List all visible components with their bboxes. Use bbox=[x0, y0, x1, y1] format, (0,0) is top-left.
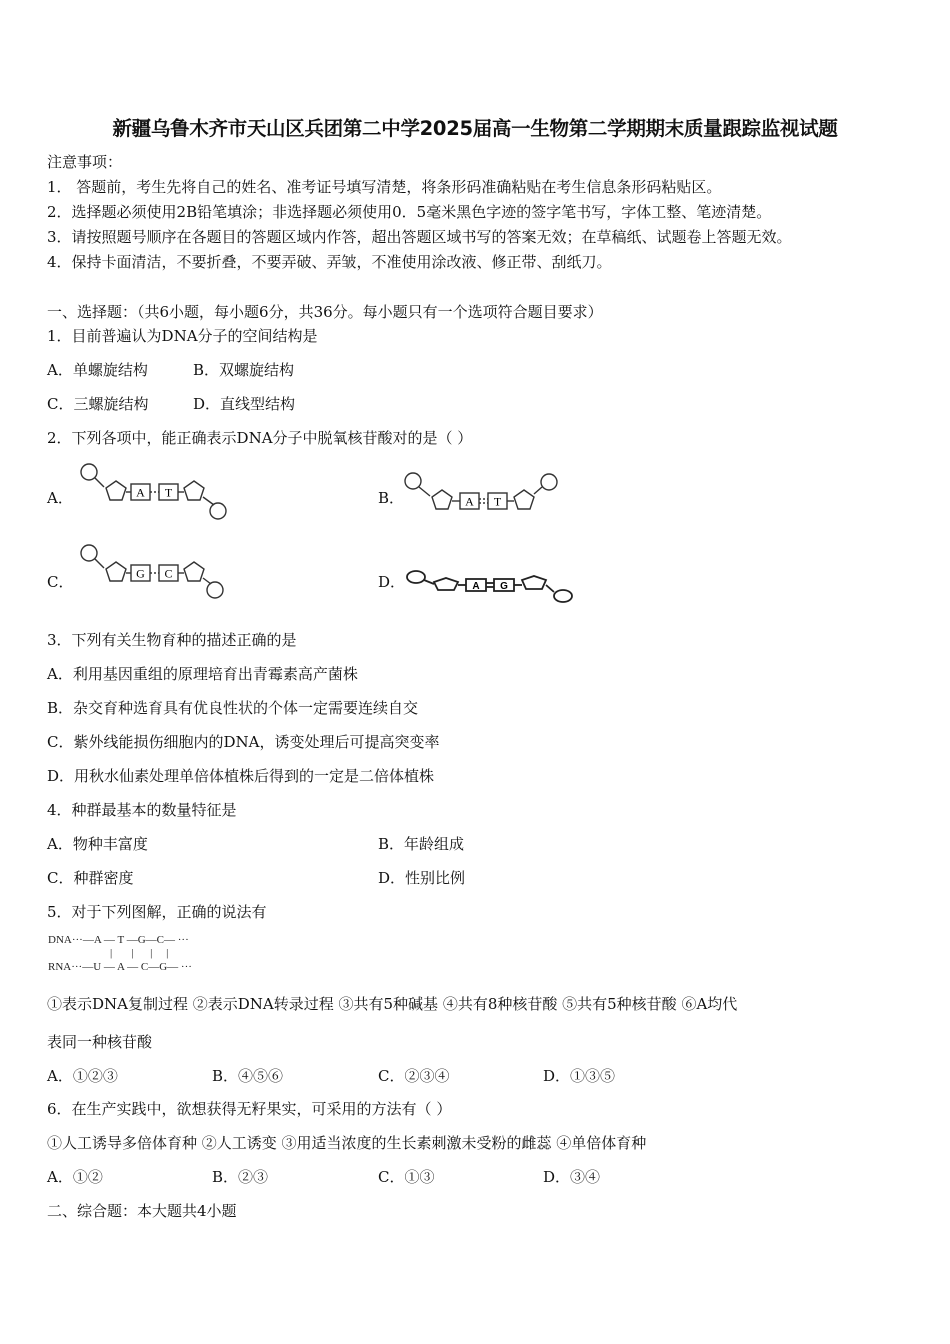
q6-statements: ①人工诱导多倍体育种 ②人工诱变 ③用适当浓度的生长素刺激未受粉的雌蕊 ④单倍体育种 bbox=[47, 1134, 647, 1152]
q2-c-base-2: C bbox=[164, 566, 173, 581]
notes-heading: 注意事项： bbox=[47, 153, 123, 171]
q5-option-d: D．①③⑤ bbox=[543, 1067, 616, 1085]
q3-option-b: B．杂交育种选育具有优良性状的个体一定需要连续自交 bbox=[47, 699, 419, 717]
q2-figure-b bbox=[404, 472, 564, 522]
q6-option-a: A．①② bbox=[47, 1168, 103, 1186]
q2-a-base-1: A bbox=[136, 485, 145, 500]
q2-d-base-1: A bbox=[472, 581, 480, 592]
q5-stem: 5．对于下列图解，正确的说法有 bbox=[47, 903, 267, 921]
q3-option-c: C．紫外线能损伤细胞内的DNA，诱变处理后可提高突变率 bbox=[47, 733, 440, 751]
q2-figure-c bbox=[80, 544, 230, 602]
q6-stem: 6．在生产实践中，欲想获得无籽果实，可采用的方法有（ ） bbox=[47, 1100, 452, 1118]
q3-stem: 3．下列有关生物育种的描述正确的是 bbox=[47, 631, 297, 649]
q3-option-a: A．利用基因重组的原理培育出青霉素高产菌株 bbox=[47, 665, 358, 683]
q1-stem: 1．目前普遍认为DNA分子的空间结构是 bbox=[47, 327, 318, 345]
q6-option-c: C．①③ bbox=[378, 1168, 435, 1186]
q2-d-base-2: G bbox=[500, 581, 508, 592]
note-item: 4．保持卡面清洁，不要折叠，不要弄破、弄皱，不准使用涂改液、修正带、刮纸刀。 bbox=[47, 253, 612, 271]
q2-option-c: C． bbox=[47, 573, 74, 591]
q2-figure-d bbox=[404, 568, 579, 604]
q4-option-c: C．种群密度 bbox=[47, 869, 134, 887]
q2-option-d: D． bbox=[378, 573, 406, 591]
q5-dna-strand: DNA···—A — T —G—C— ··· bbox=[48, 934, 189, 946]
q4-option-d: D．性别比例 bbox=[378, 869, 466, 887]
section-2-heading: 二、综合题：本大题共4小题 bbox=[47, 1202, 237, 1220]
q5-rna-strand: RNA···—U — A — C—G— ··· bbox=[48, 961, 192, 973]
q1-option-b: B．双螺旋结构 bbox=[193, 361, 295, 379]
q5-option-c: C．②③④ bbox=[378, 1067, 450, 1085]
q1-option-a: A．单螺旋结构 bbox=[47, 361, 148, 379]
q2-b-base-1: A bbox=[465, 494, 474, 509]
q2-c-base-1: G bbox=[136, 566, 145, 581]
q5-option-b: B．④⑤⑥ bbox=[212, 1067, 284, 1085]
q3-option-d: D．用秋水仙素处理单倍体植株后得到的一定是二倍体植株 bbox=[47, 767, 435, 785]
q2-b-base-2: T bbox=[493, 494, 502, 509]
q6-option-d: D．③④ bbox=[543, 1168, 601, 1186]
q5-option-a: A．①②③ bbox=[47, 1067, 118, 1085]
q5-statements-cont: 表同一种核苷酸 bbox=[47, 1033, 153, 1051]
q2-option-a: A． bbox=[47, 489, 73, 507]
q2-stem: 2．下列各项中，能正确表示DNA分子中脱氧核苷酸对的是（ ） bbox=[47, 429, 473, 447]
q1-option-d: D．直线型结构 bbox=[193, 395, 296, 413]
section-1-heading: 一、选择题：（共6小题，每小题6分，共36分。每小题只有一个选项符合题目要求） bbox=[47, 303, 603, 321]
note-item: 3．请按照题号顺序在各题目的答题区域内作答，超出答题区域书写的答案无效；在草稿纸、试题卷上答题无效。 bbox=[47, 228, 792, 246]
page-title: 新疆乌鲁木齐市天山区兵团第二中学2025届高一生物第二学期期末质量跟踪监视试题 bbox=[112, 117, 838, 140]
q4-stem: 4．种群最基本的数量特征是 bbox=[47, 801, 237, 819]
q5-pairing-bars: | | | | bbox=[110, 947, 169, 959]
q5-statements: ①表示DNA复制过程 ②表示DNA转录过程 ③共有5种碱基 ④共有8种核苷酸 ⑤共有5种核苷酸 ⑥A均代 bbox=[47, 995, 738, 1013]
q4-option-a: A．物种丰富度 bbox=[47, 835, 148, 853]
note-item: 2．选择题必须使用2B铅笔填涂；非选择题必须使用0．5毫米黑色字迹的签字笔书写，字体工整、笔迹清楚。 bbox=[47, 203, 772, 221]
q2-option-b: B． bbox=[378, 489, 405, 507]
q2-figure-a bbox=[80, 463, 230, 521]
note-item: 1． 答题前，考生先将自己的姓名、准考证号填写清楚，将条形码准确粘贴在考生信息条形码粘贴区。 bbox=[47, 178, 722, 196]
q1-option-c: C．三螺旋结构 bbox=[47, 395, 149, 413]
q4-option-b: B．年龄组成 bbox=[378, 835, 465, 853]
q6-option-b: B．②③ bbox=[212, 1168, 269, 1186]
q2-a-base-2: T bbox=[164, 485, 173, 500]
